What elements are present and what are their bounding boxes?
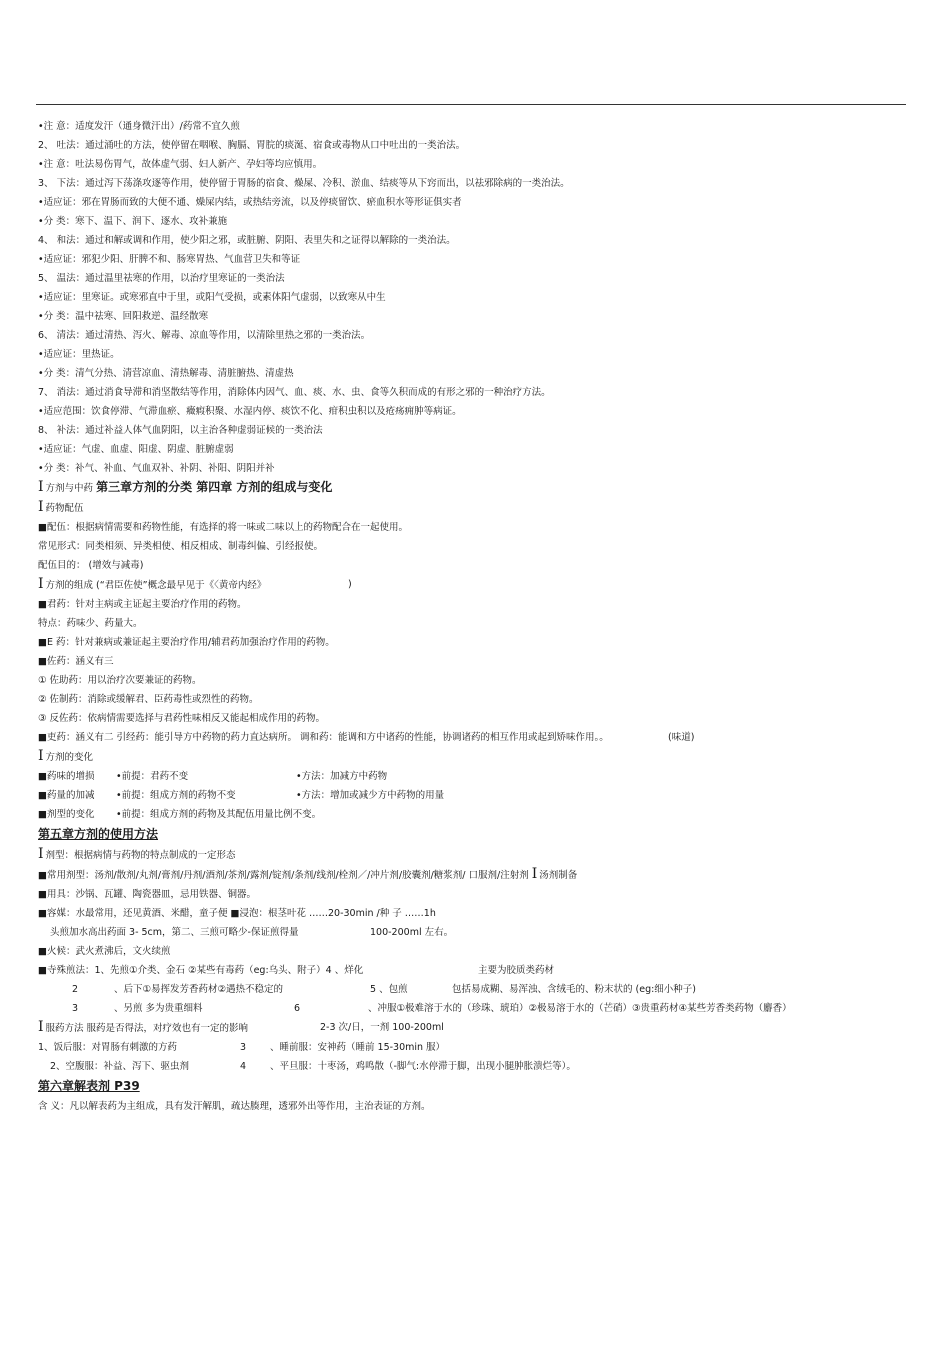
text-line: •分 类：补气、补血、气血双补、补阴、补阳、阴阳并补 bbox=[38, 463, 275, 474]
text-line: 常见形式：同类相须、异类相使、相反相成、制毒纠偏、引经报使。 bbox=[38, 541, 324, 552]
text-line: ■用具：沙锅、瓦罐、陶瓷器皿，忌用铁器、铜器。 bbox=[38, 889, 256, 900]
subsection-title: 剂型：根据病情与药物的特点制成的一定形态 bbox=[45, 850, 236, 861]
text-line: 2、 吐法：通过涌吐的方法，使停留在咽喉、胸膈、胃脘的痰涎、宿食或毒物从口中吐出的一类治法。 bbox=[38, 140, 466, 151]
text-line: •适应证：里热证。 bbox=[38, 349, 120, 360]
subsection-heading bbox=[38, 575, 898, 595]
text-line: ■火候：武火煮沸后，文火续煎 bbox=[38, 946, 171, 957]
text-line: •适应证：邪在胃肠而致的大便不通、燥屎内结，或热结旁流，以及停痰留饮、瘀血积水等形证俱实者 bbox=[38, 197, 462, 208]
item-number: 2 bbox=[72, 984, 79, 995]
variation-premise: •前提：君药不变 bbox=[116, 771, 189, 782]
subsection-heading bbox=[38, 498, 898, 518]
text-line: •适应范围：饮食停滞、气滞血瘀、癥瘕积聚、水湿内停、痰饮不化、疳积虫积以及疮疡痈肿等病证。 bbox=[38, 406, 462, 417]
item-text: 1、饭后服：对胃肠有刺激的方药 bbox=[38, 1042, 178, 1053]
envoy-drug-text: ■吏药：涵义有二 引经药：能引导方中药物的药力直达病所。 调和药：能调和方中诸药的性能，协调诸药的相互作用或起到矫味作用。。 bbox=[38, 732, 609, 743]
text-line: 特点：药味少、药量大。 bbox=[38, 618, 143, 629]
text-line: 6、 清法：通过清热、泻火、解毒、凉血等作用，以清除里热之邪的一类治法。 bbox=[38, 330, 371, 341]
chapter-title: 第五章方剂的使用方法 bbox=[38, 827, 159, 841]
section-prefix: 方剂与中药 bbox=[45, 483, 94, 494]
section-marker: I bbox=[38, 846, 44, 862]
section-marker: I bbox=[38, 576, 44, 592]
special-decoction-note: 主要为胶质类药材 bbox=[478, 965, 555, 976]
item-number: 6 bbox=[294, 1003, 301, 1014]
subsection-title: 方剂的变化 bbox=[45, 752, 94, 763]
item-number: 4 bbox=[240, 1061, 247, 1072]
text-line: ① 佐助药：用以治疗次要兼证的药物。 bbox=[38, 675, 202, 686]
subsection-title: 方剂的组成 (“君臣佐使”概念最早见于《〈黄帝内经》 bbox=[45, 580, 267, 591]
text-line bbox=[38, 923, 898, 942]
text-line bbox=[38, 1038, 898, 1057]
section-marker: I bbox=[38, 479, 44, 495]
dosage-forms: ■常用剂型：汤剂/散剂/丸剂/膏剂/丹剂/酒剂/茶剂/露剂/锭剂/条剂/线剂/栓剂／/冲片剂/胶囊剂/糖浆剂/ 口服剂/注射剂 bbox=[38, 870, 529, 881]
text-line: 配伍目的： (增效与减毒) bbox=[38, 560, 144, 571]
variation-type: ■药味的增损 bbox=[38, 771, 95, 782]
header-rule bbox=[36, 104, 906, 105]
variation-method: •方法：加减方中药物 bbox=[296, 771, 388, 782]
item-text: 、平旦服：十枣汤，鸡鸣散（-脚气:水停滞于脚，出现小腿肿胀溃烂等）。 bbox=[270, 1061, 576, 1072]
item-text: 5 、包煎 bbox=[370, 984, 408, 995]
water-volume: 100-200ml 左右。 bbox=[370, 927, 454, 938]
text-line: ■容媒：水最常用，还见黄酒、米醋，童子便 ■浸泡：根茎叶花 ……20-30min /种 子 ……1h bbox=[38, 908, 436, 919]
chapter-title: 第六章解表剂 P39 bbox=[38, 1079, 140, 1093]
section-marker: I bbox=[38, 499, 44, 515]
text-line: 5、 温法：通过温里祛寒的作用，以治疗里寒证的一类治法 bbox=[38, 273, 285, 284]
item-text: 、后下①易挥发芳香药材②遇热不稳定的 bbox=[114, 984, 284, 995]
paren-close: ) bbox=[348, 579, 352, 590]
subsection-heading bbox=[38, 747, 898, 767]
variation-method: •方法：增加或减少方中药物的用量 bbox=[296, 790, 445, 801]
section-heading bbox=[38, 478, 898, 498]
text-line bbox=[38, 961, 898, 980]
item-number: 3 bbox=[240, 1042, 247, 1053]
item-text: 、睡前服：安神药（睡前 15-30min 服） bbox=[270, 1042, 446, 1053]
text-line: 7、 消法：通过消食导滞和消坚散结等作用，消除体内因气、血、痰、水、虫、食等久积而成的有形之邪的一种治疗方法。 bbox=[38, 387, 551, 398]
section-marker: I bbox=[531, 866, 538, 882]
chapter-title: 第三章方剂的分类 第四章 方剂的组成与变化 bbox=[96, 480, 333, 494]
variation-premise: •前提：组成方剂的药物不变 bbox=[116, 790, 236, 801]
section-marker: I bbox=[38, 1019, 44, 1035]
text-line: •适应证：里寒证。或寒邪直中于里，或阳气受损，或素体阳气虚弱，以致寒从中生 bbox=[38, 292, 386, 303]
envoy-drug-note: (味道) bbox=[668, 732, 695, 743]
text-line bbox=[38, 865, 898, 885]
text-line: 含 义：凡以解表药为主组成，具有发汗解肌，疏达腠理，透邪外出等作用，主治表证的方剂。 bbox=[38, 1101, 431, 1112]
text-line: •适应证：邪犯少阳、肝脾不和、肠寒胃热、气血营卫失和等证 bbox=[38, 254, 301, 265]
variation-row bbox=[38, 805, 898, 824]
document-body bbox=[38, 117, 898, 1116]
section-marker: I bbox=[38, 748, 44, 764]
text-line: ■君药：针对主病或主证起主要治疗作用的药物。 bbox=[38, 599, 247, 610]
variation-premise: •前提：组成方剂的药物及其配伍用量比例不变。 bbox=[116, 809, 322, 820]
subsection-heading bbox=[38, 845, 898, 865]
text-line bbox=[38, 999, 898, 1018]
text-line: ■配伍：根据病情需要和药物性能，有选择的将一味或二味以上的药物配合在一起使用。 bbox=[38, 522, 408, 533]
variation-type: ■药量的加减 bbox=[38, 790, 95, 801]
item-number: 3 bbox=[72, 1003, 79, 1014]
item-text: 2、空腹服：补益、泻下、驱虫剂 bbox=[50, 1061, 190, 1072]
text-line bbox=[38, 980, 898, 999]
variation-row bbox=[38, 767, 898, 786]
text-line: ■E 药：针对兼病或兼证起主要治疗作用/辅君药加强治疗作用的药物。 bbox=[38, 637, 335, 648]
water-amount: 头煎加水高出药面 3- 5cm，第二、三煎可略少-保证煎得量 bbox=[50, 927, 299, 938]
subsection-heading bbox=[38, 1018, 898, 1038]
subsection-title: 服药方法 服药是否得法，对疗效也有一定的影响 bbox=[45, 1023, 249, 1034]
text-line: •适应证：气虚、血虚、阳虚、阴虚、脏腑虚弱 bbox=[38, 444, 234, 455]
text-line: 8、 补法：通过补益人体气血阴阳，以主治各种虚弱证候的一类治法 bbox=[38, 425, 323, 436]
variation-type: ■剂型的变化 bbox=[38, 809, 95, 820]
text-line bbox=[38, 728, 898, 747]
text-line: ■佐药：涵义有三 bbox=[38, 656, 114, 667]
text-line: •分 类：温中祛寒、回阳救逆、温经散寒 bbox=[38, 311, 209, 322]
text-line: •分 类：清气分热、清营凉血、清热解毒、清脏腑热、清虚热 bbox=[38, 368, 294, 379]
item-text: 包括易成糊、易浑浊、含绒毛的、粉末状的 (eg:细小种子) bbox=[452, 984, 697, 995]
text-line: ③ 反佐药：依病情需要选择与君药性味相反又能起相成作用的药物。 bbox=[38, 713, 326, 724]
text-line: •注 意：吐法易伤胃气，故体虚气弱、妇人新产、孕妇等均应慎用。 bbox=[38, 159, 323, 170]
variation-row bbox=[38, 786, 898, 805]
text-line: 3、 下法：通过泻下荡涤攻逐等作用，使停留于胃肠的宿食、燥屎、冷积、淤血、结痰等从下窍而出，以祛邪除病的一类治法。 bbox=[38, 178, 570, 189]
special-decoction: ■寺殊煎法：1、先煎①介类、金石 ②某些有毒药（eg:乌头、附子）4 、烊化 bbox=[38, 965, 364, 976]
dosage-frequency: 2-3 次/日，一剂 100-200ml bbox=[320, 1022, 444, 1033]
item-text: 、冲服①极难溶于水的（珍珠、琥珀）②极易溶于水的（芒硝）③贵重药材④某些芳香类药物（麝香） bbox=[368, 1003, 792, 1014]
text-line: 4、 和法：通过和解或调和作用，使少阳之邪，或脏腑、阴阳、表里失和之证得以解除的一类治法。 bbox=[38, 235, 456, 246]
text-line: ② 佐制药：消除或缓解君、臣药毒性或烈性的药物。 bbox=[38, 694, 259, 705]
text-line: •分 类：寒下、温下、润下、逐水、攻补兼施 bbox=[38, 216, 228, 227]
subsection-title: 药物配伍 bbox=[45, 503, 84, 514]
decoction-prep: 汤剂制备 bbox=[539, 870, 578, 881]
text-line bbox=[38, 1057, 898, 1076]
text-line: •注 意：适度发汗（通身微汗出）/药常不宜久煎 bbox=[38, 121, 240, 132]
item-text: 、另煎 多为贵重细料 bbox=[114, 1003, 203, 1014]
